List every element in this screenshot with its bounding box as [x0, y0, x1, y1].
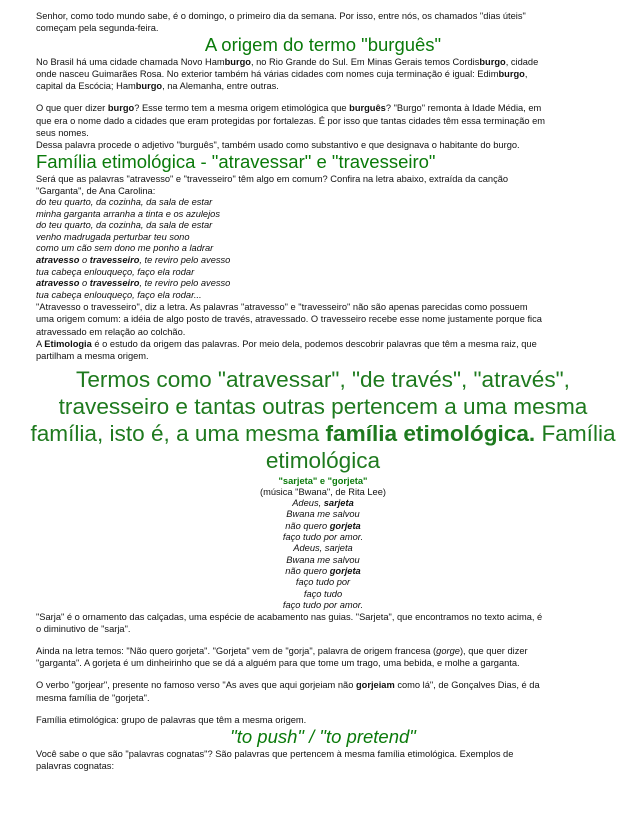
emphasis: travesseiro — [89, 255, 140, 265]
text: Você sabe o que são "palavras cognatas"? São palavras que pertencem à mesma família etimológica. Exemplos de — [36, 748, 514, 759]
song-title-sarjeta-gorjeta: "sarjeta" e "gorjeta" — [278, 475, 368, 486]
text: não quero — [285, 565, 330, 576]
text: "Garganta", de Ana Carolina: — [36, 185, 156, 196]
text: , te reviro pelo avesso — [139, 278, 231, 289]
lyric-line: faço tudo por — [295, 577, 351, 588]
emphasis: burgo — [135, 81, 163, 92]
highlight-line: etimológica — [265, 447, 381, 473]
paragraph-cities — [36, 56, 610, 92]
text: O que quer dizer — [36, 103, 108, 114]
text: O verbo "gorjear", presente no famoso verso "As aves que aqui gorjeiam não — [36, 680, 356, 691]
lyric-line — [36, 566, 610, 577]
lyric-line: do teu quarto, da cozinha, da sala de estar — [36, 197, 213, 208]
highlight-familia-etimologica — [30, 366, 616, 474]
text: Dessa palavra procede o adjetivo "burguês", também usado como substantivo e que designava o habitante do burgo. — [36, 139, 520, 150]
highlight-line — [30, 420, 616, 447]
heading-origem-burgues: A origem do termo "burguês" — [204, 34, 442, 56]
text: que era o nome dado a cidades que eram protegidas por fortalezas. É por isso que tantas cidades têm essa terminação em — [36, 115, 546, 126]
paragraph-sarja — [36, 611, 610, 635]
intro-paragraph — [36, 10, 610, 34]
definition-familia-etimologica: Família etimológica: grupo de palavras que têm a mesma origem. — [36, 714, 307, 725]
text: mesma família de "gorjeta". — [36, 692, 150, 703]
heading-to-push-to-pretend: "to push" / "to pretend" — [230, 725, 416, 747]
song-credit: (música "Bwana", de Rita Lee) — [260, 486, 386, 497]
paragraph-gorjear — [36, 679, 610, 703]
text: ), que quer dizer — [459, 646, 528, 657]
text: , — [524, 69, 528, 80]
text: não quero — [285, 520, 330, 531]
text: Será que as palavras "atravesso" e "travesseiro" têm algo em comum? Confira na letra abaixo, extraída da canção — [36, 173, 509, 184]
lyric-line: faço tudo por amor. — [282, 532, 364, 543]
emphasis: atravesso — [36, 278, 80, 289]
lyric-line: Bwana me salvou — [286, 509, 360, 520]
text: o — [79, 255, 90, 265]
lyric-line: faço tudo por amor. — [282, 599, 364, 610]
emphasis: Etimologia — [44, 338, 92, 349]
text: atravessado em relação ao colchão. — [36, 326, 186, 337]
text: A — [36, 338, 45, 349]
lyric-line: tua cabeça enlouqueço, faço ela rodar... — [36, 289, 202, 300]
lyric-line: venho madrugada perturbar teu sono — [36, 231, 190, 242]
lyric-line — [36, 498, 610, 509]
paragraph-cognatas — [36, 748, 610, 772]
emphasis: atravesso — [36, 255, 80, 265]
lyric-line: do teu quarto, da cozinha, da sala de estar — [36, 220, 213, 231]
emphasis: burgo — [498, 69, 525, 80]
emphasis: travesseiro — [89, 278, 140, 289]
intro-line: começam pela segunda-feira. — [36, 23, 159, 34]
text: "Sarja" é o ornamento das calçadas, uma espécie de acabamento nas guias. "Sarjeta", que encontramos no texto acima, é — [36, 612, 543, 623]
lyric-line — [36, 278, 610, 290]
emphasis: família etimológica. — [325, 420, 536, 446]
paragraph-gorjeta — [36, 645, 610, 669]
emphasis: burgo — [107, 103, 135, 114]
text: ? Esse termo tem a mesma origem etimológica que — [134, 103, 350, 114]
text: "garganta". A gorjeta é um dinheirinho que se dá a alguém para que tome um trago, uma bebida, e molhe a garganta. — [36, 658, 520, 669]
text: Família — [535, 420, 616, 446]
text: o diminutivo de "sarja". — [36, 624, 131, 635]
text: Ainda na letra temos: "Não quero gorjeta". "Gorjeta" vem de "gorja", palavra de origem francesa ( — [36, 646, 437, 657]
emphasis: sarjeta — [323, 498, 354, 509]
text: partilham a mesma origem. — [36, 350, 149, 361]
emphasis: burgo — [224, 57, 251, 68]
text: como lá", de Gonçalves Dias, é da — [394, 680, 540, 691]
text: , no Rio Grande do Sul. Em Minas Gerais temos Cordis — [250, 57, 480, 68]
text: palavras cognatas: — [36, 760, 115, 771]
text: "Atravesso o travesseiro", diz a letra. As palavras "atravesso" e "travesseiro" não são apenas parecidas como possuem — [36, 302, 528, 313]
lyric-line — [36, 255, 610, 267]
text: uma origem comum: a idéia de algo posto de través, atravessado. O travesseiro recebe esse nome justamente porque fica — [36, 314, 542, 325]
song-lyrics-bwana — [36, 487, 610, 611]
text: No Brasil há uma cidade chamada Novo Ham — [36, 57, 225, 68]
lyric-line: Bwana me salvou — [286, 554, 360, 565]
heading-familia-etimologica: Família etimológica - "atravessar" e "travesseiro" — [36, 150, 436, 172]
text: é o estudo da origem das palavras. Por meio dela, podemos descobrir palavras que têm a mesma raiz, que — [91, 338, 537, 349]
italic-word: gorge — [436, 646, 460, 657]
paragraph-atravesso-explanation — [36, 301, 610, 361]
text: ? "Burgo" remonta à Idade Média, em — [385, 103, 542, 114]
text: seus nomes. — [36, 127, 89, 138]
text: , na Alemanha, entre outras. — [162, 81, 279, 92]
lyric-line — [36, 521, 610, 532]
text: , cidade — [505, 57, 539, 68]
intro-line: Senhor, como todo mundo sabe, é o domingo, o primeiro dia da semana. Por isso, entre nós, os chamados "dias úteis" — [36, 11, 526, 21]
text: capital da Escócia; Ham — [36, 81, 136, 92]
highlight-line: travesseiro e tantas outras pertencem a uma mesma — [58, 393, 588, 419]
emphasis: gorjeiam — [355, 680, 395, 691]
lyric-line: tua cabeça enlouqueço, faço ela rodar — [36, 266, 195, 277]
emphasis: gorjeta — [329, 520, 361, 531]
emphasis: burgo — [479, 57, 506, 68]
text: o — [79, 278, 90, 289]
text: família, isto é, a uma mesma — [30, 420, 326, 446]
text: , te reviro pelo avesso — [139, 255, 231, 265]
paragraph-burgo-meaning — [36, 102, 610, 150]
lyric-line: como um cão sem dono me ponho a ladrar — [36, 243, 214, 254]
text: Adeus, — [292, 498, 324, 509]
paragraph-atravesso-question — [36, 173, 610, 197]
emphasis: burguês — [349, 103, 386, 114]
lyric-line: faço tudo — [303, 588, 343, 599]
lyric-line: minha garganta arranha a tinta e os azulejos — [36, 208, 220, 219]
text: onde nasceu Guimarães Rosa. No exterior também há várias cidades com nomes cuja terminação é igual: Edim — [36, 69, 499, 80]
lyric-line: Adeus, sarjeta — [293, 543, 353, 554]
highlight-line: Termos como "atravessar", "de través", "através", — [76, 366, 570, 392]
document-page — [30, 10, 616, 772]
song-lyrics-garganta — [36, 197, 610, 301]
emphasis: gorjeta — [329, 565, 361, 576]
